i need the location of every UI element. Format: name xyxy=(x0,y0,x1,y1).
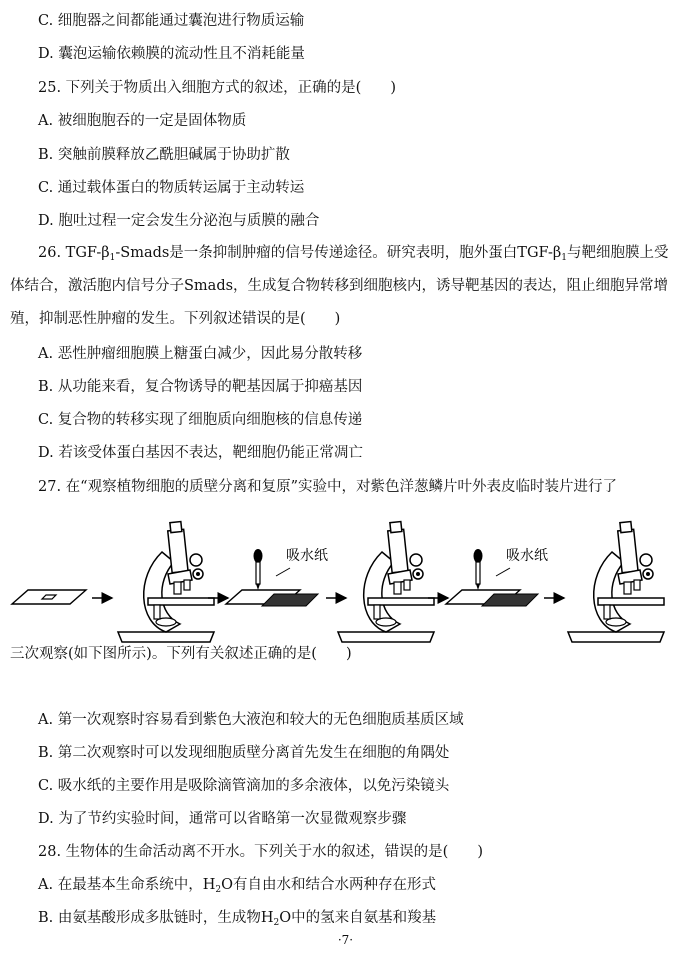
q28-b-sub: 2 xyxy=(273,918,280,928)
page-number: ·7· xyxy=(337,933,354,947)
q25-option-b: B. 突触前膜释放乙酰胆碱属于协助扩散 xyxy=(38,147,290,163)
q26-text1: -Smads是一条抑制肿瘤的信号传递途径。研究表明，胞外蛋白TGF-β xyxy=(115,245,562,261)
q28-a-sub: 2 xyxy=(215,885,222,895)
slide-1 xyxy=(12,590,86,604)
q27-option-b: B. 第二次观察时可以发现细胞质壁分离首先发生在细胞的角隅处 xyxy=(38,745,450,761)
q26-sub2: 1 xyxy=(561,253,567,263)
q26-option-d: D. 若该受体蛋白基因不表达，靶细胞仍能正常凋亡 xyxy=(38,445,363,461)
q27-option-d: D. 为了节约实验时间，通常可以省略第一次显微观察步骤 xyxy=(38,811,407,827)
q28-a-part2: O有自由水和结合水两种存在形式 xyxy=(221,877,436,893)
q25-option-a: A. 被细胞胞吞的一定是固体物质 xyxy=(38,113,247,129)
q27-option-a: A. 第一次观察时容易看到紫色大液泡和较大的无色细胞质基质区域 xyxy=(38,712,464,728)
q26-text2: 与靶细胞膜上受体结合，激活胞内信号分子Smads，生成复合物转移到细胞核内，诱导靶基因的表达，阻止细胞异常增殖，抑制恶性肿瘤的发生。下列叙述错误的是( ) xyxy=(10,245,669,327)
q26-sub1: 1 xyxy=(109,253,116,263)
q26-number: 26. xyxy=(38,245,62,261)
q27-stem-line2: 三次观察(如下图所示)。下列有关叙述正确的是( ) xyxy=(10,646,352,662)
q25-stem: 25. 下列关于物质出入细胞方式的叙述，正确的是( ) xyxy=(38,80,396,96)
q24-option-d: D. 囊泡运输依赖膜的流动性且不消耗能量 xyxy=(38,46,305,62)
q28-b-part1: B. 由氨基酸形成多肽链时，生成物H xyxy=(38,910,274,926)
blotting-paper-label-1: 吸水纸 xyxy=(286,548,328,564)
microscope-2 xyxy=(338,522,434,642)
q28-a-part1: A. 在最基本生命系统中，H xyxy=(38,877,216,893)
q24-option-c: C. 细胞器之间都能通过囊泡进行物质运输 xyxy=(38,13,305,29)
q26-stem xyxy=(10,237,682,336)
q25-option-c: C. 通过载体蛋白的物质转运属于主动转运 xyxy=(38,180,305,196)
experiment-figure xyxy=(8,520,684,644)
blotting-paper-label-2: 吸水纸 xyxy=(506,548,548,564)
q26-option-b: B. 从功能来看，复合物诱导的靶基因属于抑癌基因 xyxy=(38,379,363,395)
q26-option-a: A. 恶性肿瘤细胞膜上糖蛋白减少，因此易分散转移 xyxy=(38,346,363,362)
q26-tgf: TGF-β xyxy=(65,245,110,261)
q27-stem-line1: 27. 在“观察植物细胞的质壁分离和复原”实验中，对紫色洋葱鳞片叶外表皮临时装片进行了 xyxy=(38,479,617,495)
q28-stem: 28. 生物体的生命活动离不开水。下列关于水的叙述，错误的是( ) xyxy=(38,844,483,860)
q28-option-a xyxy=(38,876,436,894)
q28-b-part2: O中的氢来自氨基和羧基 xyxy=(279,910,437,926)
microscope-3 xyxy=(568,522,664,642)
microscope-1 xyxy=(118,522,214,642)
q28-option-b xyxy=(38,909,436,927)
q25-option-d: D. 胞吐过程一定会发生分泌泡与质膜的融合 xyxy=(38,213,320,229)
q26-option-c: C. 复合物的转移实现了细胞质向细胞核的信息传递 xyxy=(38,412,363,428)
q27-option-c: C. 吸水纸的主要作用是吸除滴管滴加的多余液体，以免污染镜头 xyxy=(38,778,450,794)
